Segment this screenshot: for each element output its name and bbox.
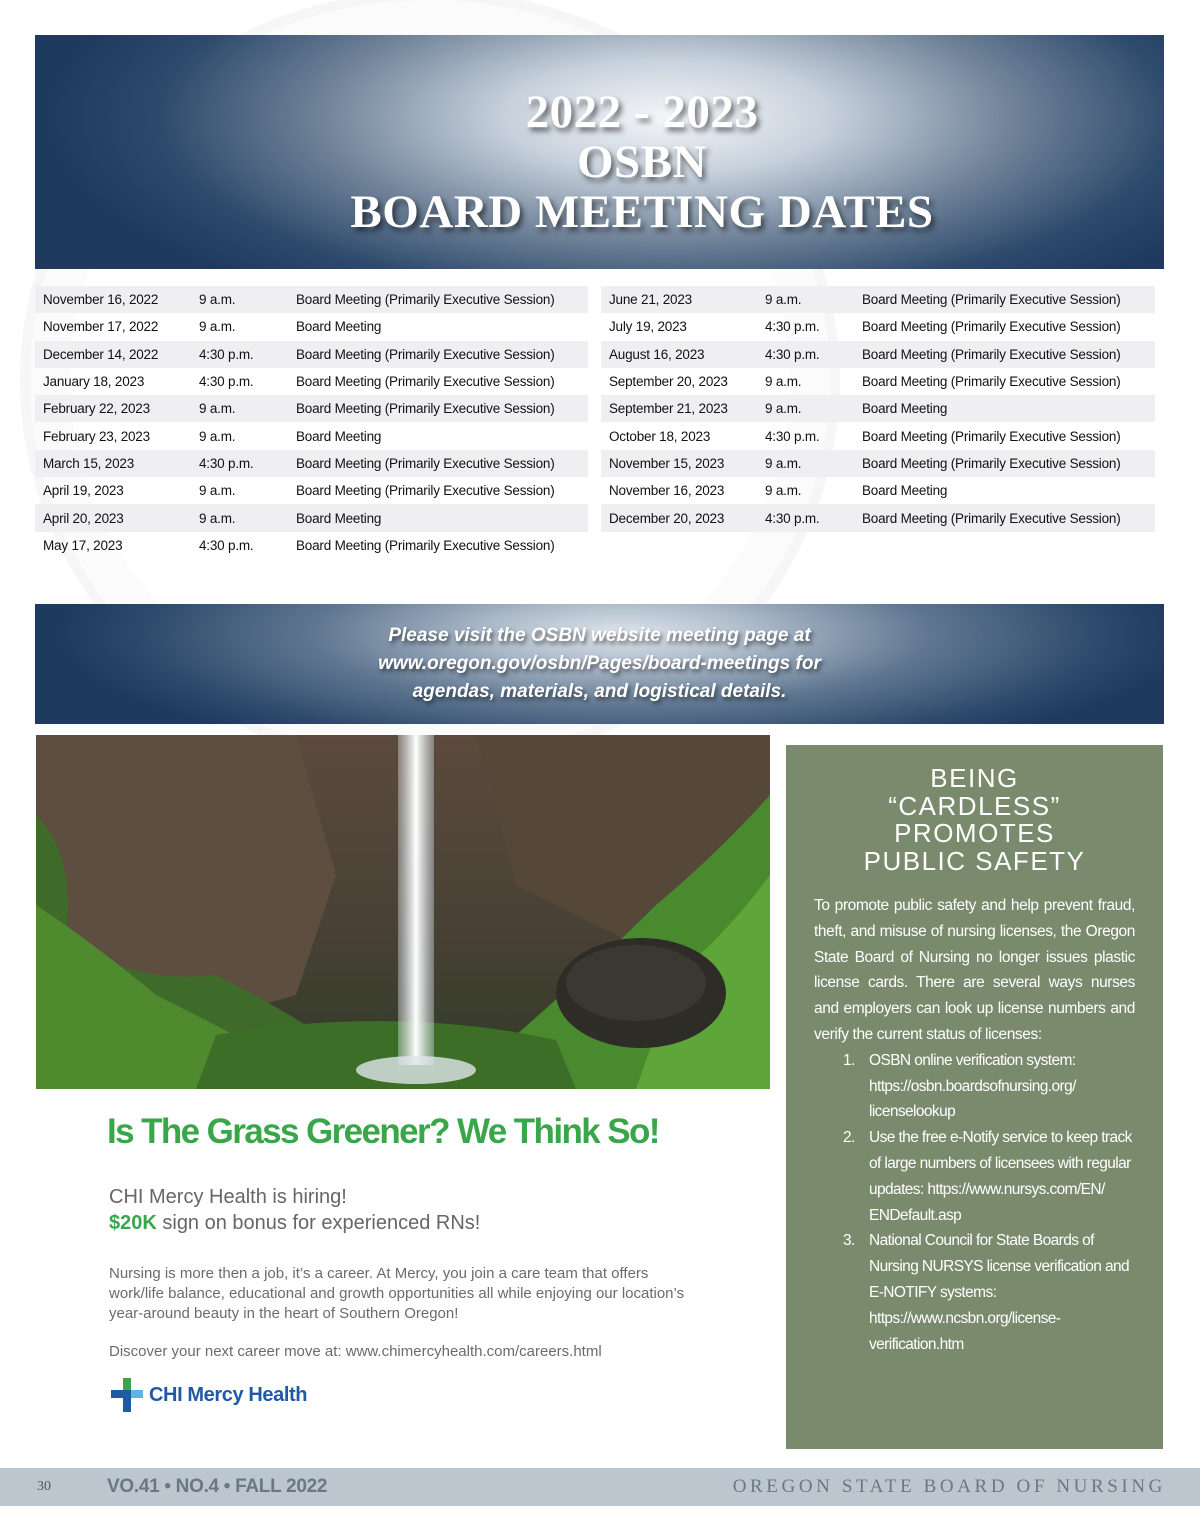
- issue-label: VO.41 • NO.4 • FALL 2022: [107, 1476, 328, 1497]
- meeting-date: November 15, 2023: [609, 455, 725, 471]
- meeting-time: 9 a.m.: [199, 510, 236, 526]
- meeting-date: August 16, 2023: [609, 346, 705, 362]
- meeting-time: 4:30 p.m.: [199, 374, 254, 390]
- meeting-type: Board Meeting (Primarily Executive Session): [296, 483, 555, 499]
- meeting-type: Board Meeting (Primarily Executive Session): [862, 428, 1121, 444]
- meeting-row: [601, 477, 1155, 504]
- meeting-time: 4:30 p.m.: [765, 319, 820, 335]
- cardless-title-line: PUBLIC SAFETY: [863, 845, 1086, 876]
- meeting-time: 9 a.m.: [199, 483, 236, 499]
- meeting-row: [35, 450, 588, 477]
- meeting-time: 9 a.m.: [765, 292, 802, 308]
- meeting-row: [35, 313, 588, 340]
- meeting-row: [601, 504, 1155, 531]
- meeting-time: 9 a.m.: [199, 319, 236, 335]
- meeting-time: 9 a.m.: [765, 374, 802, 390]
- meeting-time: 9 a.m.: [765, 401, 802, 417]
- meeting-type: Board Meeting (Primarily Executive Session): [862, 510, 1121, 526]
- header-banner: [35, 35, 1164, 269]
- meeting-type: Board Meeting (Primarily Executive Session): [862, 292, 1121, 308]
- meeting-date: April 19, 2023: [43, 483, 124, 499]
- ad-headline: Is The Grass Greener? We Think So!: [107, 1112, 659, 1151]
- meeting-date: March 15, 2023: [43, 455, 135, 471]
- list-item-number: 2.: [843, 1129, 855, 1147]
- notice-text: Please visit the OSBN website meeting page at www.oregon.gov/osbn/Pages/board-meetings for agendas, materials, and logistical details.: [378, 625, 821, 702]
- cardless-intro: To promote public safety and help prevent fraud, theft, and misuse of nursing licenses, the Oregon State Board of Nursing no longer issues plastic license cards. There are several ways nurses and employers can look up license numbers and verify the current status of licenses:: [814, 897, 1135, 1043]
- logo-wordmark: CHI Mercy Health: [149, 1383, 308, 1406]
- meeting-row: [601, 313, 1155, 340]
- meeting-row: [35, 341, 588, 368]
- list-item: [843, 1125, 1135, 1228]
- list-item-number: 1.: [843, 1051, 855, 1069]
- meeting-type: Board Meeting (Primarily Executive Session): [862, 455, 1121, 471]
- meeting-type: Board Meeting (Primarily Executive Session): [296, 455, 555, 471]
- meeting-row: [35, 477, 588, 504]
- meeting-row: [601, 341, 1155, 368]
- meeting-type: Board Meeting (Primarily Executive Session): [296, 537, 555, 553]
- meeting-time: 9 a.m.: [765, 483, 802, 499]
- meeting-row: [601, 395, 1155, 422]
- cardless-title-line: PROMOTES: [894, 818, 1055, 848]
- cardless-title-line: BEING: [930, 763, 1019, 793]
- list-item: [843, 1228, 1135, 1357]
- meeting-row: [601, 422, 1155, 449]
- waterfall-photo: [36, 735, 770, 1089]
- cardless-title: [786, 765, 1163, 875]
- chi-mercy-logo-icon: [109, 1376, 145, 1414]
- ad-body-text: Nursing is more then a job, it’s a career. At Mercy, you join a care team that offers work/life balance, educational and growth opportunities all while enjoying our location’s year-around beauty in the heart of Southern Oregon!: [109, 1265, 685, 1322]
- cardless-sidebar: [786, 745, 1163, 1449]
- meeting-date: December 14, 2022: [43, 346, 159, 362]
- meeting-type: Board Meeting: [296, 428, 382, 444]
- meeting-date: July 19, 2023: [609, 319, 687, 335]
- chi-mercy-logo: [109, 1376, 307, 1414]
- meeting-date: September 20, 2023: [609, 374, 728, 390]
- meeting-date: September 21, 2023: [609, 401, 728, 417]
- meeting-date: February 22, 2023: [43, 401, 150, 417]
- page-number: 30: [37, 1479, 51, 1494]
- ad-hiring-text: CHI Mercy Health is hiring!: [109, 1186, 347, 1208]
- ad-bonus-text: [109, 1210, 480, 1236]
- meeting-row: [35, 504, 588, 531]
- meeting-row: [35, 422, 588, 449]
- meeting-row: [35, 286, 588, 313]
- meeting-type: Board Meeting (Primarily Executive Session): [296, 374, 555, 390]
- title-line-dates: BOARD MEETING DATES: [350, 186, 934, 238]
- cardless-title-line: “CARDLESS”: [888, 790, 1061, 821]
- bonus-description: sign on bonus for experienced RNs!: [156, 1212, 481, 1234]
- meeting-type: Board Meeting (Primarily Executive Session): [862, 319, 1121, 335]
- meeting-date: January 18, 2023: [43, 374, 145, 390]
- meeting-time: 4:30 p.m.: [765, 510, 820, 526]
- meeting-time: 9 a.m.: [199, 428, 236, 444]
- meeting-date: June 21, 2023: [609, 292, 692, 308]
- meeting-time: 4:30 p.m.: [765, 346, 820, 362]
- meeting-type: Board Meeting (Primarily Executive Session): [862, 346, 1121, 362]
- meeting-date: May 17, 2023: [43, 537, 123, 553]
- meeting-time: 9 a.m.: [199, 401, 236, 417]
- meeting-type: Board Meeting: [862, 483, 948, 499]
- meeting-date: December 20, 2023: [609, 510, 725, 526]
- meeting-type: Board Meeting (Primarily Executive Session): [296, 346, 555, 362]
- list-item-text: OSBN online verification system: https://osbn.boardsofnursing.org/ licenselookup: [869, 1051, 1076, 1121]
- meeting-type: Board Meeting (Primarily Executive Session): [296, 401, 555, 417]
- meeting-type: Board Meeting (Primarily Executive Session): [296, 292, 555, 308]
- meeting-list-left: [35, 286, 588, 559]
- meeting-type: Board Meeting: [296, 510, 382, 526]
- meeting-row: [601, 450, 1155, 477]
- meeting-time: 9 a.m.: [765, 455, 802, 471]
- meeting-row: [35, 532, 588, 559]
- meeting-date: February 23, 2023: [43, 428, 150, 444]
- organization-name: OREGON STATE BOARD OF NURSING: [732, 1476, 1166, 1497]
- title-line-years: 2022 - 2023: [525, 86, 759, 138]
- verification-list: [843, 1048, 1135, 1358]
- bonus-amount: $20K: [109, 1212, 157, 1234]
- meeting-time: 4:30 p.m.: [199, 455, 254, 471]
- meeting-time: 9 a.m.: [199, 292, 236, 308]
- notice-banner: [35, 604, 1164, 724]
- meeting-row: [35, 368, 588, 395]
- list-item-text: National Council for State Boards of Nursing NURSYS license verification and E-NOTIFY systems: https://www.ncsbn.org/license-verification.htm: [869, 1232, 1130, 1353]
- meeting-date: November 16, 2022: [43, 292, 159, 308]
- meeting-date: November 17, 2022: [43, 319, 159, 335]
- list-item-number: 3.: [843, 1232, 855, 1250]
- meeting-time: 4:30 p.m.: [765, 428, 820, 444]
- careers-link[interactable]: Discover your next career move at: www.chimercyhealth.com/careers.html: [109, 1343, 602, 1360]
- meeting-time: 4:30 p.m.: [199, 346, 254, 362]
- title-line-osbn: OSBN: [577, 136, 707, 188]
- meeting-date: April 20, 2023: [43, 510, 124, 526]
- meeting-time: 4:30 p.m.: [199, 537, 254, 553]
- meeting-type: Board Meeting: [862, 401, 948, 417]
- list-item: [843, 1048, 1135, 1125]
- meeting-row: [35, 395, 588, 422]
- meeting-row: [601, 368, 1155, 395]
- list-item-text: Use the free e-Notify service to keep track of large numbers of licensees with regular updates: https://www.nursys.com/EN/ ENDefault.asp: [869, 1129, 1132, 1224]
- meeting-date: October 18, 2023: [609, 428, 711, 444]
- meeting-list-right: [601, 286, 1155, 532]
- meeting-date: November 16, 2023: [609, 483, 725, 499]
- meeting-row: [601, 286, 1155, 313]
- meeting-type: Board Meeting: [296, 319, 382, 335]
- page-title: [35, 87, 1164, 237]
- page-footer: [0, 1468, 1200, 1506]
- meeting-type: Board Meeting (Primarily Executive Session): [862, 374, 1121, 390]
